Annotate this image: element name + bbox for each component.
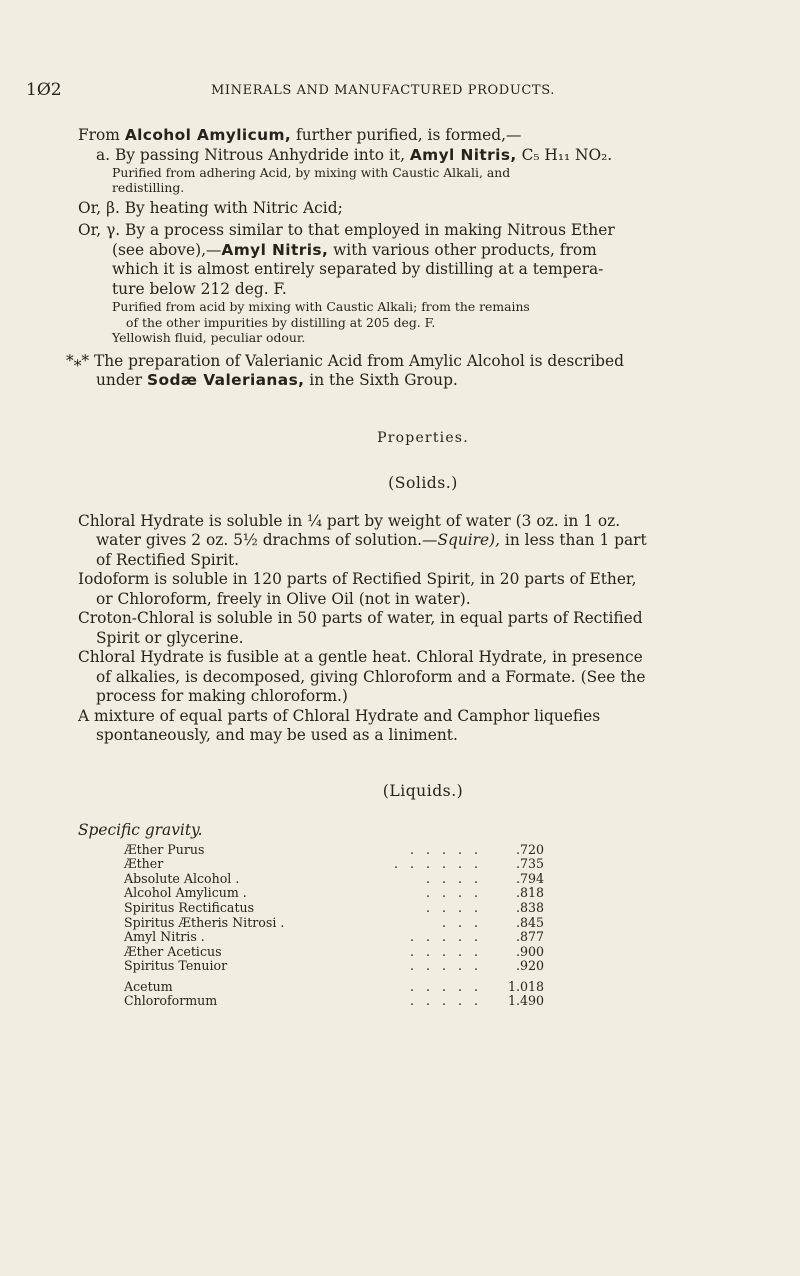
valerianic-note: *⁎* The preparation of Valerianic Acid from Amylic Alcohol is described — [66, 351, 624, 370]
leader-dots: . . . . . — [409, 993, 482, 1009]
leader-dots: . . . . — [425, 870, 482, 886]
leader-dots: . . . — [441, 914, 482, 930]
citation: Squire), — [437, 531, 501, 550]
substance-name: Chloroformum — [124, 993, 218, 1009]
substance-name: Æther Aceticus — [124, 943, 222, 959]
liquids-subheading: (Liquids.) — [382, 781, 464, 800]
gravity-value: .838 — [515, 899, 544, 915]
solid-3: Croton-Chloral is soluble in 50 parts of water, in equal parts of Rectified — [78, 609, 643, 628]
substance-name: Amyl Nitris . — [124, 929, 205, 945]
gravity-value: .818 — [515, 885, 544, 901]
method-c-line-3: which it is almost entirely separated by distilling at a tempera- — [112, 260, 604, 279]
gravity-value: 1.490 — [507, 993, 544, 1009]
gravity-value: .877 — [515, 929, 544, 945]
solid-4: Chloral Hydrate is fusible at a gentle heat. Chloral Hydrate, in presence — [78, 648, 643, 667]
solid-2: Iodoform is soluble in 120 parts of Rectified Spirit, in 20 parts of Ether, — [78, 570, 637, 589]
leader-dots: . . . . . — [409, 943, 482, 959]
gravity-value: 1.018 — [507, 978, 544, 994]
valerianic-note-cont: under Sodæ Valerianas, in the Sixth Group. — [96, 371, 458, 390]
leader-dots: . . . . . — [409, 929, 482, 945]
method-c: Or, γ. By a process similar to that employed in making Nitrous Ether — [78, 221, 615, 240]
leader-dots: . . . . . — [409, 978, 482, 994]
table-row — [124, 843, 544, 858]
table-row — [124, 959, 544, 974]
method-a-note: Purified from adhering Acid, by mixing with Caustic Alkali, and — [112, 165, 511, 180]
substance-name: Æther — [124, 856, 164, 872]
amyl-nitris-term: Amyl Nitris, — [221, 240, 329, 259]
sodae-valerianas-term: Sodæ Valerianas, — [147, 371, 305, 390]
alcohol-amylicum-term: Alcohol Amylicum, — [124, 126, 292, 144]
gravity-value: .845 — [515, 914, 544, 930]
table-row — [124, 930, 544, 945]
solid-1: Chloral Hydrate is soluble in ¼ part by weight of water (3 oz. in 1 oz. — [78, 511, 621, 530]
gravity-value: .720 — [515, 841, 544, 857]
specific-gravity-title: Specific gravity. — [78, 821, 203, 840]
gravity-value: .900 — [515, 943, 544, 959]
leader-dots: . . . . — [425, 885, 482, 901]
page-number: 1Ø2 — [26, 80, 62, 100]
table-row — [124, 994, 544, 1009]
page-header — [26, 80, 740, 104]
solids-subheading: (Solids.) — [388, 474, 458, 493]
gravity-value: .920 — [515, 958, 544, 974]
method-c-note-cont: of the other impurities by distilling at 205 deg. F. — [126, 314, 436, 330]
running-title: MINERALS AND MANUFACTURED PRODUCTS. — [211, 83, 555, 98]
substance-name: Alcohol Amylicum . — [124, 885, 247, 901]
substance-name: Acetum — [124, 978, 173, 994]
method-c-description: Yellowish fluid, peculiar odour. — [112, 330, 306, 346]
gravity-value: .735 — [515, 856, 544, 872]
substance-name: Absolute Alcohol . — [124, 870, 240, 886]
intro-line: From Alcohol Amylicum, further purified, is formed,— — [78, 126, 522, 144]
amyl-nitris-term: Amyl Nitris, — [409, 145, 517, 164]
table-row — [124, 886, 544, 901]
method-c-line-4: ture below 212 deg. F. — [112, 279, 287, 298]
page-body — [66, 126, 768, 1009]
leader-dots: . . . . . — [409, 958, 482, 974]
substance-name: Æther Purus — [124, 841, 205, 857]
specific-gravity-table — [124, 843, 544, 1010]
method-a: a. By passing Nitrous Anhydride into it, Amyl Nitris, C₅ H₁₁ NO₂. — [96, 145, 613, 164]
leader-dots: . . . . . . — [393, 856, 482, 872]
table-row — [124, 857, 544, 872]
table-row — [124, 945, 544, 960]
method-a-note-cont: redistilling. — [112, 180, 185, 196]
gravity-group-2 — [124, 980, 544, 1009]
solids-section: Chloral Hydrate is soluble in ¼ part by weight of water (3 oz. in 1 oz. water gives 2 oz. 5½ drachms of solution.—Squire), in less than 1 part of Rectified Spirit. Iodoform is soluble in 120 parts of Rectified Spirit, in 20 parts of Ether, or Chloroform, freely in Olive Oil (not in water). Croton-Chloral is soluble in 50 parts of water, in equal parts of Rectified Spirit or glycerine. Chloral Hydrate is fusible at a gentle heat. Chloral Hydrate, in presence of alkalies, is decomposed, giving Chloroform and a Formate. (See the process for making chloroform.) A mixture of equal parts of Chloral Hydrate and Camphor liquefies spontaneously, and may be used as a liniment. — [78, 512, 768, 746]
substance-name: Spiritus Rectificatus — [124, 899, 255, 915]
substance-name: Spiritus Tenuior — [124, 958, 228, 974]
table-row — [124, 901, 544, 916]
substance-name: Spiritus Ætheris Nitrosi . — [124, 914, 285, 930]
table-row — [124, 916, 544, 931]
method-b: Or, β. By heating with Nitric Acid; — [78, 198, 343, 217]
table-row — [124, 980, 544, 995]
leader-dots: . . . . — [425, 899, 482, 915]
leader-dots: . . . . . — [409, 841, 482, 857]
asterism-mark: *⁎* — [66, 351, 90, 370]
gravity-group-1 — [124, 843, 544, 974]
solid-5: A mixture of equal parts of Chloral Hydrate and Camphor liquefies — [78, 706, 601, 725]
gravity-value: .794 — [515, 870, 544, 886]
method-c-line-2: (see above),—Amyl Nitris, with various other products, from — [112, 240, 597, 259]
table-row — [124, 872, 544, 887]
method-c-note: Purified from acid by mixing with Caustic Alkali; from the remains — [112, 299, 530, 315]
properties-heading: Properties. — [377, 429, 469, 446]
